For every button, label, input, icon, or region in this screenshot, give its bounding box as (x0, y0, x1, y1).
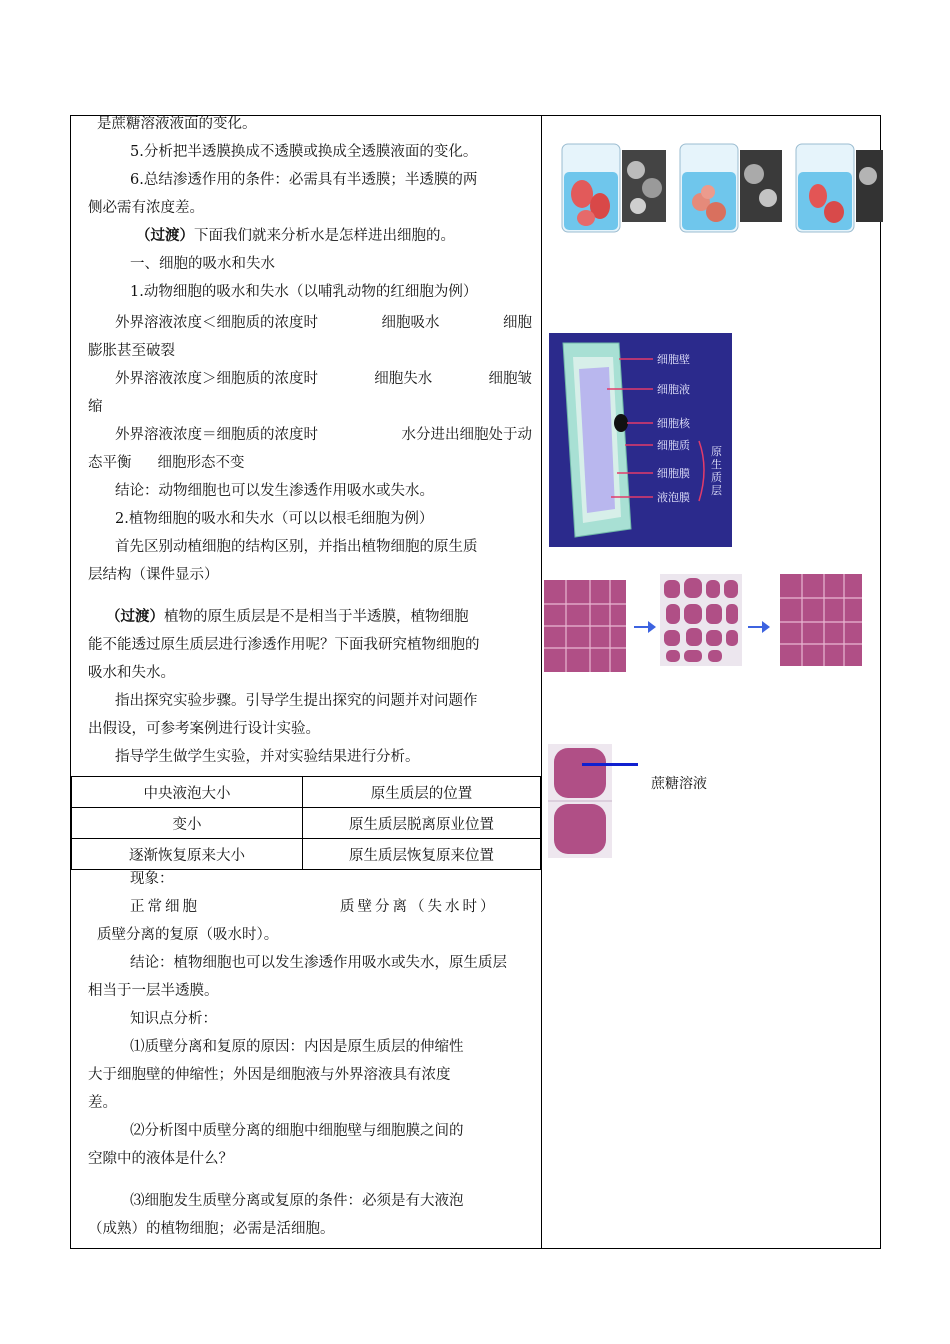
text-line: 大于细胞壁的伸缩性；外因是细胞液与外界溶液具有浓度 (88, 1067, 451, 1083)
table-header: 原生质层的位置 (303, 777, 541, 808)
diagram-label: 细胞核 (657, 417, 690, 430)
text-line: 正常细胞 质壁分离（失水时） (130, 899, 498, 915)
beaker-hypertonic (796, 144, 854, 232)
table-header: 中央液泡大小 (72, 777, 303, 808)
text-line: 指出探究实验步骤。引导学生提出探究的问题并对问题作 (115, 693, 478, 709)
text-line: 首先区别动植细胞的结构区别，并指出植物细胞的原生质 (115, 539, 478, 555)
text-line: （成熟）的植物细胞；必需是活细胞。 (88, 1221, 335, 1237)
text-line: 2.植物细胞的吸水和失水（可以以根毛细胞为例） (115, 511, 434, 527)
table-row (72, 808, 541, 839)
micrograph (856, 150, 883, 222)
lesson-table (70, 115, 881, 1249)
sucrose-caption: 蔗糖溶液 (651, 776, 707, 792)
illustration-column (542, 116, 882, 1248)
pointer-line (582, 763, 638, 766)
text-line: 结论：动物细胞也可以发生渗透作用吸水或失水。 (115, 483, 434, 499)
transition-label: （过渡） (106, 608, 164, 625)
text-line: 出假设，可参考案例进行设计实验。 (88, 721, 320, 737)
text-line: 外界溶液浓度＜细胞质的浓度时 细胞吸水 细胞 (115, 315, 532, 331)
text-line: 缩 (88, 399, 103, 415)
text-line: 侧必需有浓度差。 (88, 200, 204, 216)
text-line: （过渡）下面我们就来分析水是怎样进出细胞的。 (136, 227, 455, 244)
beaker-isotonic (680, 144, 738, 232)
beakers-rbc-figure (556, 132, 883, 244)
text-line: 现象： (130, 871, 174, 887)
diagram-label: 液泡膜 (657, 491, 690, 504)
text-line: 指导学生做学生实验，并对实验结果进行分析。 (115, 749, 420, 765)
text-line: 外界溶液浓度＝细胞质的浓度时 水分进出细胞处于动 (115, 427, 532, 443)
text-line: 5.分析把半透膜换成不透膜或换成全透膜液面的变化。 (130, 144, 478, 160)
tissue-recovered (780, 574, 862, 666)
arrow-right-icon (634, 621, 656, 633)
text-line: 差。 (88, 1095, 117, 1111)
micrograph (740, 150, 782, 222)
text-line: 外界溶液浓度＞细胞质的浓度时 细胞失水 细胞皱 (115, 371, 532, 387)
plant-cell-diagram (549, 333, 732, 547)
text-line: 是蔗糖溶液液面的变化。 (97, 116, 257, 132)
plant-cell-svg (549, 333, 732, 547)
protoplast-group-label: 原生质层 (711, 445, 722, 497)
text-line: 相当于一层半透膜。 (88, 983, 219, 999)
text-line: 1.动物细胞的吸水和失水（以哺乳动物的红细胞为例） (130, 284, 478, 300)
table-cell: 逐渐恢复原来大小 (72, 839, 303, 870)
text-line: （过渡）植物的原生质层是不是相当于半透膜，植物细胞 (106, 608, 469, 625)
text-line: 空隙中的液体是什么？ (88, 1151, 233, 1167)
table-header-row (72, 777, 541, 808)
text-line: 质壁分离的复原（吸水时）。 (97, 927, 279, 943)
table-cell: 原生质层脱离原业位置 (303, 808, 541, 839)
beaker-hypotonic (562, 144, 620, 232)
diagram-label: 细胞膜 (657, 467, 690, 480)
text-line: 膨胀甚至破裂 (88, 343, 175, 359)
text-line: 态平衡 细胞形态不变 (88, 455, 245, 471)
text-line: 能不能透过原生质层进行渗透作用呢？下面我研究植物细胞的 (88, 637, 480, 653)
diagram-label: 细胞质 (657, 439, 690, 452)
text-line: 知识点分析： (130, 1011, 217, 1027)
section-heading: 一、细胞的吸水和失水 (130, 256, 275, 272)
transition-label: （过渡） (136, 227, 194, 244)
table-cell: 原生质层恢复原来位置 (303, 839, 541, 870)
plasmolysis-sequence (544, 574, 862, 672)
text-line: 层结构（课件显示） (88, 567, 219, 583)
diagram-label: 细胞液 (657, 383, 690, 396)
result-table (71, 776, 541, 870)
text-line: 结论：植物细胞也可以发生渗透作用吸水或失水，原生质层 (130, 955, 507, 971)
text-line: 6.总结渗透作用的条件：必需具有半透膜；半透膜的两 (130, 172, 478, 188)
text-line: ⑶细胞发生质壁分离或复原的条件：必须是有大液泡 (130, 1193, 464, 1209)
text-line: ⑵分析图中质壁分离的细胞中细胞壁与细胞膜之间的 (130, 1123, 464, 1139)
text-line: 吸水和失水。 (88, 665, 175, 681)
text-line: ⑴质壁分离和复原的原因：内因是原生质层的伸缩性 (130, 1039, 464, 1055)
arrow-right-icon (748, 621, 770, 633)
table-cell: 变小 (72, 808, 303, 839)
plasmolysis-closeup (548, 744, 612, 858)
diagram-label: 细胞壁 (657, 353, 690, 366)
